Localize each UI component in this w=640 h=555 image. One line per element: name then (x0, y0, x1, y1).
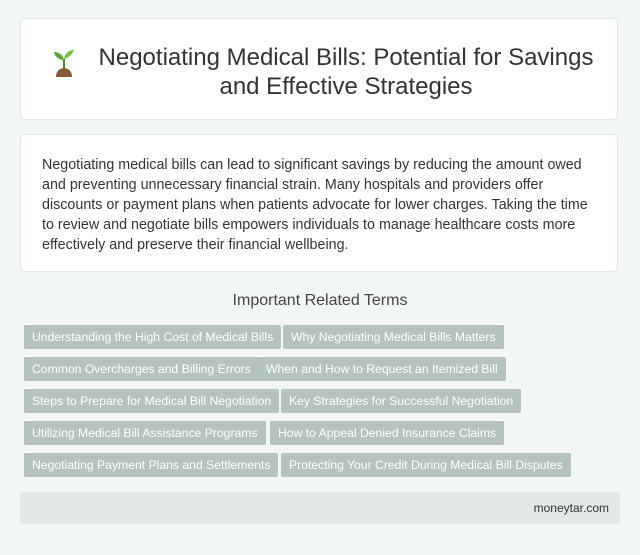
sprout-icon (49, 47, 79, 81)
page-title: Negotiating Medical Bills: Potential for Savings and Effective Strategies (98, 44, 594, 100)
related-term-tag[interactable]: Common Overcharges and Billing Errors (24, 357, 259, 381)
related-terms-heading: Important Related Terms (232, 292, 408, 309)
related-term-tag[interactable]: How to Appeal Denied Insurance Claims (270, 421, 504, 445)
title-card (20, 18, 618, 120)
related-term-tag[interactable]: Steps to Prepare for Medical Bill Negotiation (24, 389, 279, 413)
site-name: moneytar.com (533, 501, 609, 515)
related-term-tag[interactable]: Protecting Your Credit During Medical Bill Disputes (281, 453, 571, 477)
footer (20, 492, 620, 524)
related-term-tag[interactable]: Utilizing Medical Bill Assistance Programs (24, 421, 266, 445)
related-term-tag[interactable]: Understanding the High Cost of Medical Bills (24, 325, 281, 349)
related-term-tag[interactable]: When and How to Request an Itemized Bill (258, 357, 506, 381)
related-term-tag[interactable]: Why Negotiating Medical Bills Matters (283, 325, 504, 349)
summary-text: Negotiating medical bills can lead to significant savings by reducing the amount owed and preventing unnecessary financial strain. Many hospitals and providers offer discounts or payment plans when patients advocate for lower charges. Taking the time to review and negotiate bills empowers individuals to manage healthcare costs more effectively and preserve their financial wellbeing. (42, 157, 588, 253)
related-term-tag[interactable]: Key Strategies for Successful Negotiation (281, 389, 521, 413)
summary-card (20, 134, 618, 272)
related-term-tag[interactable]: Negotiating Payment Plans and Settlements (24, 453, 278, 477)
